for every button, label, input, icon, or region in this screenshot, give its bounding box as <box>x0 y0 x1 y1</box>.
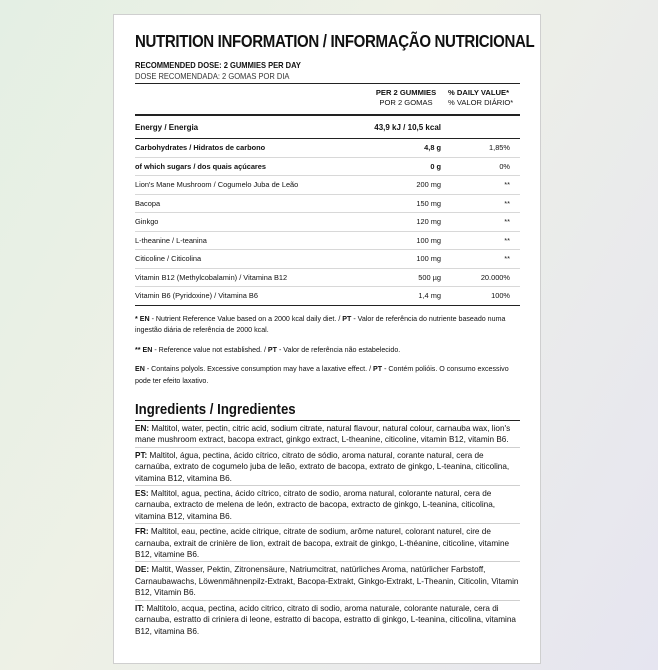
table-row <box>135 158 520 177</box>
row-value: 1,4 mg <box>418 291 441 300</box>
col-per-pt: POR 2 GOMAS <box>379 98 433 107</box>
lang-code: EN: <box>135 424 150 433</box>
dose-en: RECOMMENDED DOSE: 2 GUMMIES PER DAY <box>135 61 301 70</box>
row-value: 500 µg <box>418 272 441 282</box>
row-name: Carbohydrates / Hidratos de carbono <box>135 143 266 152</box>
ingredients-text: Maltitol, água, pectina, ácido cítrico, citrato de sódio, aroma natural, corante natural, cera de carnaúba, extrato de cogumelo juba de leão, extrato de bacopa, extrato de ginkgo, L-teanina, citicolina, vitamina B12, vitamina B6. <box>135 450 510 483</box>
col-dv-en: % DAILY VALUE* <box>448 88 510 97</box>
label-title: NUTRITION INFORMATION / INFORMAÇÃO NUTRICIONAL <box>135 31 535 51</box>
dose-pt: DOSE RECOMENDADA: 2 GOMAS POR DIA <box>135 72 290 81</box>
note-tag: PT <box>342 314 352 323</box>
ingredients-es <box>135 486 520 524</box>
ingredients-text: Maltitol, water, pectin, citric acid, sodium citrate, natural flavour, natural colour, carnauba wax, lion's mane mushroom extract, bacopa extract, ginkgo extract, L-theanine, citicoline, vitamin B12, vitamin B6. <box>135 424 511 445</box>
row-name: Energy / Energia <box>135 123 199 132</box>
footnote-reference <box>135 345 515 357</box>
row-dv: 0% <box>499 161 510 171</box>
ingredients-pt <box>135 448 520 486</box>
row-name: Vitamin B6 (Pyridoxine) / Vitamina B6 <box>135 291 258 300</box>
note-tag: PT <box>373 365 383 373</box>
column-header <box>135 84 520 110</box>
note-tag: ** EN <box>135 345 153 354</box>
ingredients-de <box>135 562 520 600</box>
ingredients-it <box>135 601 520 638</box>
note-text-en: - Contains polyols. Excessive consumption may have a laxative effect. / <box>144 365 374 373</box>
row-value: 120 mg <box>416 217 441 226</box>
row-value: 4,8 g <box>424 143 441 152</box>
table-row <box>135 213 520 232</box>
row-name: Lion's Mane Mushroom / Cogumelo Juba de Leão <box>135 180 299 189</box>
lang-code: IT: <box>135 603 145 613</box>
row-name: L-theanine / L-teanina <box>135 235 207 245</box>
label-content <box>135 31 535 638</box>
row-value: 0 g <box>430 161 441 171</box>
row-dv: ** <box>504 217 510 226</box>
row-dv: 1,85% <box>489 143 510 152</box>
table-row <box>135 250 520 269</box>
table-row <box>135 195 520 214</box>
table-row <box>135 232 520 251</box>
row-value: 150 mg <box>416 198 441 208</box>
divider <box>135 305 520 306</box>
footnote-polyols <box>135 364 515 387</box>
ingredients-text: Maltitol, agua, pectina, ácido cítrico, citrato de sodio, aroma natural, colorante natural, cera de carnauba, extracto de melena de león, extracto de bacopa, extracto de ginkgo, L-teanina, citicolina, vitamina B12, vitamina B6. <box>135 489 496 521</box>
row-dv: 20.000% <box>480 272 510 282</box>
ingredients-en <box>135 421 520 448</box>
row-name: Citicoline / Citicolina <box>135 254 202 263</box>
ingredients-fr <box>135 524 520 562</box>
row-value: 100 mg <box>416 254 441 263</box>
footnote-nrv <box>135 314 515 337</box>
row-dv: ** <box>504 180 510 189</box>
row-name: Bacopa <box>135 198 161 208</box>
row-value: 43,9 kJ / 10,5 kcal <box>374 123 441 132</box>
table-row <box>135 287 520 305</box>
note-text-en: - Reference value not established. / <box>152 345 268 354</box>
row-value: 100 mg <box>416 235 441 245</box>
table-row-energy <box>135 116 520 139</box>
note-text-en: - Nutrient Reference Value based on a 2000 kcal daily diet. / <box>149 314 343 323</box>
note-text-pt: - Contém polióis. O consumo excessivo pode ter efeito laxativo. <box>135 365 509 385</box>
row-dv: ** <box>504 198 510 208</box>
ingredients-title: Ingredients / Ingredientes <box>135 401 296 418</box>
col-dv-pt: % VALOR DIÁRIO* <box>448 98 514 107</box>
lang-code: DE: <box>135 565 150 575</box>
table-row <box>135 139 520 158</box>
row-dv: 100% <box>491 291 510 300</box>
row-name: of which sugars / dos quais açúcares <box>135 161 267 171</box>
col-per-en: PER 2 GUMMIES <box>375 88 437 97</box>
note-text-pt: - Valor de referência não estabelecido. <box>276 345 401 354</box>
row-name: Vitamin B12 (Methylcobalamin) / Vitamina B12 <box>135 272 288 282</box>
row-name: Ginkgo <box>135 217 159 226</box>
lang-code: PT: <box>135 450 148 460</box>
lang-code: FR: <box>135 527 149 537</box>
row-dv: ** <box>504 235 510 245</box>
ingredients-text: Maltit, Wasser, Pektin, Zitronensäure, Natriumcitrat, natürliches Aroma, natürlicher Farbstoff, Carnaubawachs, Löwenmähnenpilz-Extrakt, Bacopa-Extrakt, Ginkgo-Extrakt, L-Theanin, Citicolin, Vitamin B12, Vitamin B6. <box>135 565 519 598</box>
table-row <box>135 269 520 288</box>
row-dv: ** <box>504 254 510 263</box>
note-text-pt: - Valor de referência do nutriente baseado numa ingestão diária de referência de 2000 kcal. <box>135 314 506 334</box>
note-tag: EN <box>135 365 145 373</box>
row-value: 200 mg <box>416 180 441 189</box>
ingredients-text: Maltitol, eau, pectine, acide citrique, citrate de sodium, arôme naturel, colorant naturel, cire de carnauba, extrait de crinière de lion, extrait de bacopa, extrait de ginkgo, L-théanine, citicoline, vitamine B12, vitamine B6. <box>135 527 510 560</box>
ingredients-text: Maltitolo, acqua, pectina, acido citrico, citrato di sodio, aroma naturale, colorante naturale, cera di carnauba, estratto di criniera di leone, estratto di bacopa, estratto di ginkgo, L-teanina, citicolina, vitamina B12, vitamina B6. <box>135 603 516 636</box>
note-tag: * EN <box>135 314 150 323</box>
nutrition-label-card <box>113 14 541 664</box>
note-tag: PT <box>267 345 277 354</box>
lang-code: ES: <box>135 489 149 499</box>
table-row <box>135 176 520 195</box>
